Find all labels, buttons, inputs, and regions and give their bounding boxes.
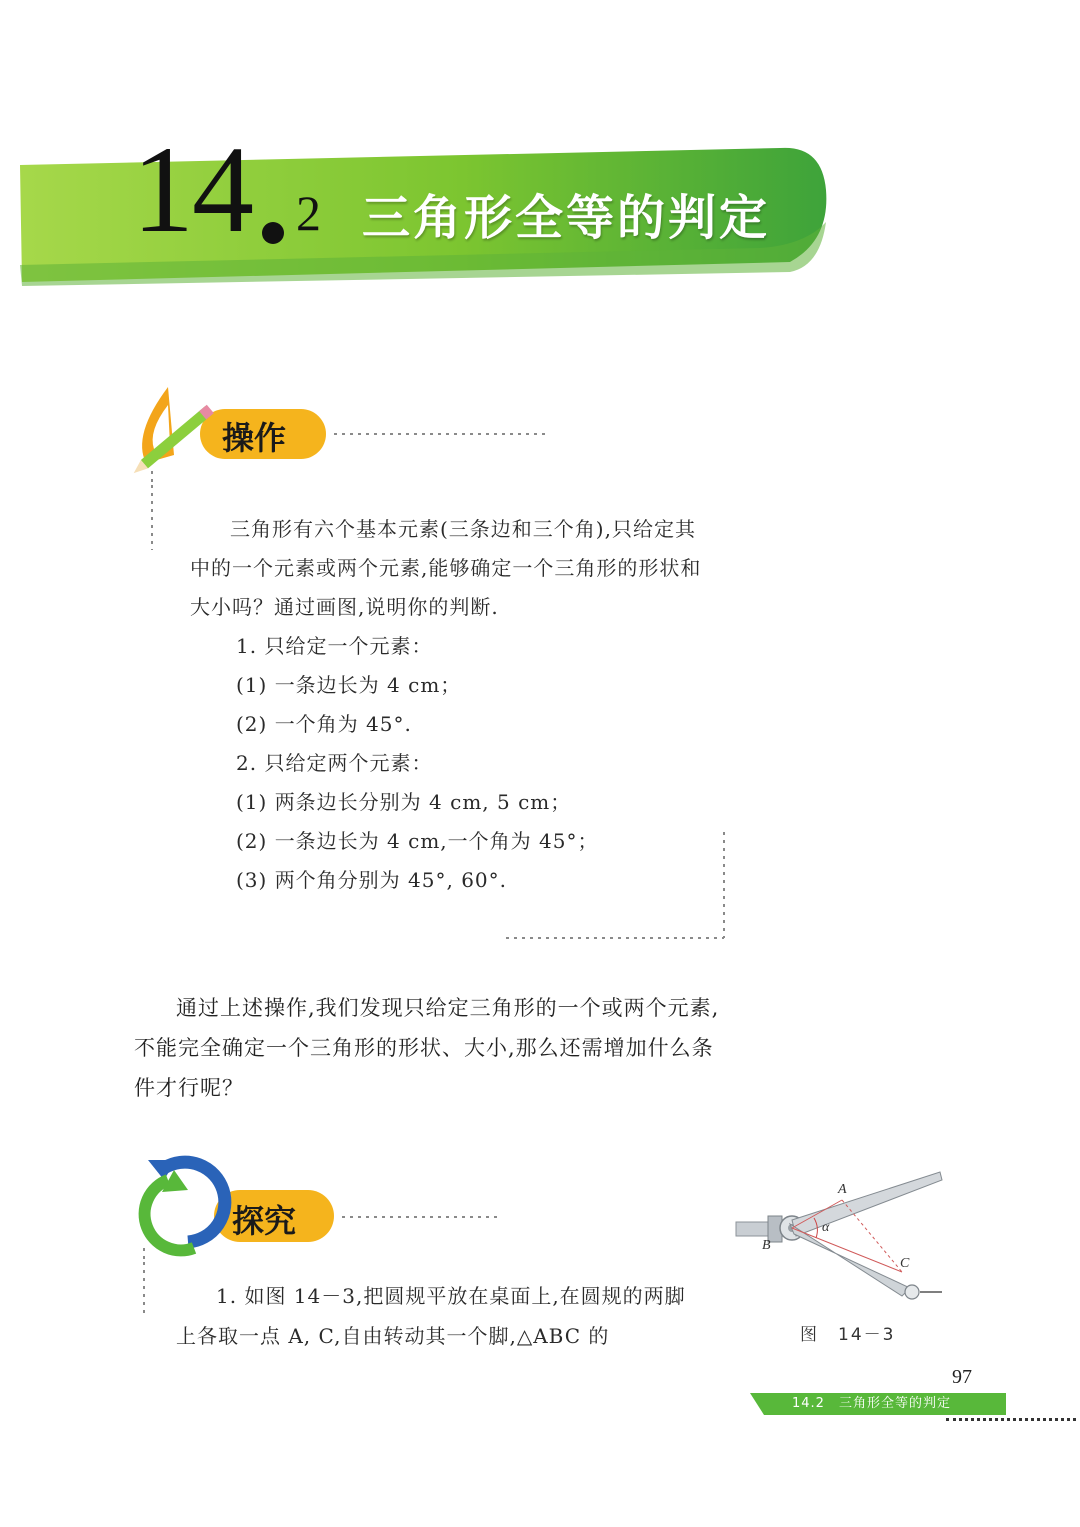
figure-label-b: B xyxy=(762,1238,771,1253)
chapter-number: 14 xyxy=(132,121,252,258)
figure-label-c: C xyxy=(900,1256,910,1271)
explore-label: 探究 xyxy=(232,1202,297,1240)
operation-item: (2) 一条边长为 4 cm,一个角为 45°； xyxy=(236,829,599,853)
footer-section-title: 14.2 三角形全等的判定 xyxy=(792,1396,951,1411)
figure-compass xyxy=(730,1160,960,1310)
operation-intro: 三角形有六个基本元素(三条边和三个角),只给定其中的一个元素或两个元素,能够确定一个三角形的形状和大小吗？通过画图,说明你的判断. xyxy=(190,517,702,619)
operation-item: (1) 两条边长分别为 4 cm, 5 cm； xyxy=(236,790,572,814)
operation-item: 2. 只给定两个元素： xyxy=(236,751,433,775)
figure-label-alpha: α xyxy=(822,1220,830,1235)
figure-label-a: A xyxy=(838,1182,847,1197)
operation-item: (2) 一个角为 45°. xyxy=(236,712,412,736)
operation-item: 1. 只给定一个元素： xyxy=(236,634,433,658)
explore-text: 1. 如图 14－3,把圆规平放在桌面上,在圆规的两脚上各取一点 A, C,自由转动其一个脚,△ABC 的 xyxy=(176,1284,686,1348)
operation-item: (1) 一条边长为 4 cm； xyxy=(236,673,462,697)
chapter-sub-number: 2 xyxy=(296,185,321,241)
page-number: 97 xyxy=(952,1366,972,1388)
chapter-title: 三角形全等的判定 xyxy=(362,190,771,246)
footer-dotted-rule xyxy=(946,1418,1076,1425)
figure-caption: 图 14－3 xyxy=(800,1325,896,1345)
operation-label: 操作 xyxy=(222,419,287,457)
body-paragraph: 通过上述操作,我们发现只给定三角形的一个或两个元素,不能完全确定一个三角形的形状、大小,那么还需增加什么条件才行呢？ xyxy=(134,996,720,1100)
operation-item: (3) 两个角分别为 45°, 60°. xyxy=(236,868,508,892)
